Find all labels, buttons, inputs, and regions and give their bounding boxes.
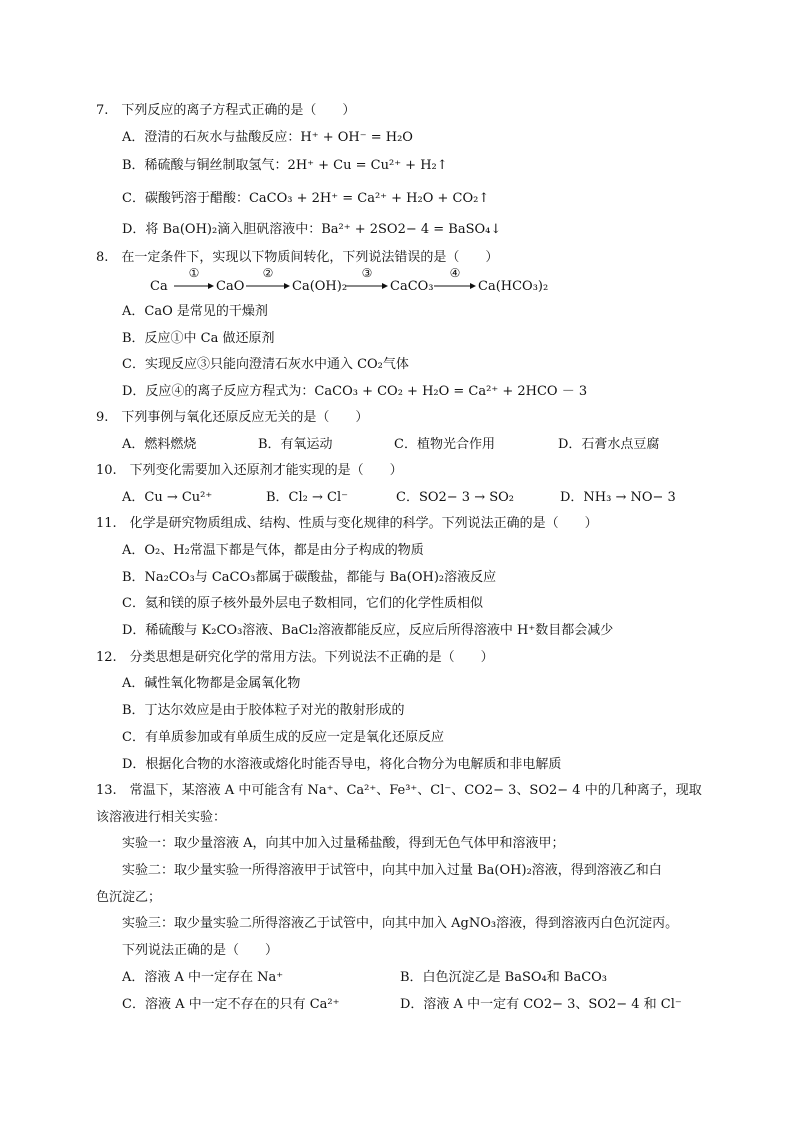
- arrow-icon: [346, 282, 388, 290]
- chain-arrow-2-label: ②: [262, 266, 274, 280]
- q7-option-c: C．碳酸钙溶于醋酸：CaCO₃ + 2H⁺ = Ca²⁺ + H₂O + CO₂↑: [122, 191, 490, 206]
- q13-stem-line1: 13. 常温下，某溶液 A 中可能含有 Na⁺、Ca²⁺、Fe³⁺、Cl⁻、CO2− 3、SO2− 4 中的几种离子，现取: [96, 783, 702, 798]
- q13-experiment-3: 实验三：取少量实验二所得溶液乙于试管中，向其中加入 AgNO₃溶液，得到溶液丙白色沉淀丙。: [122, 916, 679, 931]
- q13-option-d: D．溶液 A 中一定有 CO2− 3、SO2− 4 和 Cl⁻: [400, 997, 682, 1012]
- q8-option-d: D．反应④的离子反应方程式为：CaCO₃ + CO₂ + H₂O = Ca²⁺ + 2HCO － 3: [122, 384, 588, 399]
- q11-option-a: A．O₂、H₂常温下都是气体，都是由分子构成的物质: [122, 543, 424, 558]
- q10-stem: 10. 下列变化需要加入还原剂才能实现的是（ ）: [96, 463, 403, 478]
- q11-option-d: D．稀硫酸与 K₂CO₃溶液、BaCl₂溶液都能反应，反应后所得溶液中 H⁺数目都会减少: [122, 623, 614, 638]
- q9-stem: 9. 下列事例与氧化还原反应无关的是（ ）: [96, 410, 369, 425]
- arrow-icon: [174, 282, 214, 290]
- chain-species-ca: Ca: [150, 279, 168, 294]
- q8-option-c: C．实现反应③只能向澄清石灰水中通入 CO₂气体: [122, 357, 409, 372]
- chain-arrow-4: [434, 268, 476, 298]
- q9-option-c: C．植物光合作用: [394, 437, 495, 452]
- q12-option-a: A．碱性氧化物都是金属氧化物: [122, 676, 301, 691]
- chain-arrow-1-label: ①: [188, 266, 200, 280]
- chain-arrow-4-label: ④: [449, 266, 461, 280]
- q8-option-a: A．CaO 是常见的干燥剂: [122, 304, 268, 319]
- q11-option-b: B．Na₂CO₃与 CaCO₃都属于碳酸盐，都能与 Ba(OH)₂溶液反应: [122, 570, 497, 585]
- q7-option-a: A．澄清的石灰水与盐酸反应：H⁺ + OH⁻ = H₂O: [122, 130, 413, 145]
- q9-option-d: D．石膏水点豆腐: [558, 437, 660, 452]
- q13-experiment-2-line1: 实验二：取少量实验一所得溶液甲于试管中，向其中加入过量 Ba(OH)₂溶液，得到溶液乙和白: [122, 863, 662, 878]
- chain-arrow-3-label: ③: [361, 266, 373, 280]
- q11-stem: 11. 化学是研究物质组成、结构、性质与变化规律的科学。下列说法正确的是（ ）: [96, 516, 598, 531]
- q13-experiment-1: 实验一：取少量溶液 A，向其中加入过量稀盐酸，得到无色气体甲和溶液甲；: [122, 836, 565, 851]
- q7-option-b: B．稀硫酸与铜丝制取氢气：2H⁺ + Cu = Cu²⁺ + H₂↑: [122, 158, 448, 173]
- q12-stem: 12. 分类思想是研究化学的常用方法。下列说法不正确的是（ ）: [96, 650, 494, 665]
- q7-option-d: D．将 Ba(OH)₂滴入胆矾溶液中：Ba²⁺ + 2SO2− 4 = BaSO₄↓: [122, 222, 502, 237]
- q12-option-d: D．根据化合物的水溶液或熔化时能否导电，将化合物分为电解质和非电解质: [122, 757, 562, 772]
- q13-option-c: C．溶液 A 中一定不存在的只有 Ca²⁺: [122, 997, 340, 1012]
- arrow-icon: [246, 282, 290, 290]
- q11-option-c: C．氦和镁的原子核外最外层电子数相同，它们的化学性质相似: [122, 596, 483, 611]
- arrow-icon: [434, 282, 476, 290]
- q10-option-b: B．Cl₂ → Cl⁻: [266, 490, 348, 505]
- q13-experiment-2-line2: 色沉淀乙；: [96, 890, 162, 905]
- q8-stem: 8. 在一定条件下，实现以下物质间转化，下列说法错误的是（ ）: [96, 250, 499, 265]
- q8-option-b: B．反应①中 Ca 做还原剂: [122, 331, 275, 346]
- q13-stem-line2: 该溶液进行相关实验：: [96, 810, 227, 825]
- chain-species-cao: CaO: [216, 279, 245, 294]
- chain-species-cahco32: Ca(HCO₃)₂: [478, 279, 549, 294]
- q13-option-b: B．白色沉淀乙是 BaSO₄和 BaCO₃: [400, 970, 608, 985]
- q13-option-a: A．溶液 A 中一定存在 Na⁺: [122, 970, 284, 985]
- q13-question: 下列说法正确的是（ ）: [122, 943, 279, 958]
- q8-conversion-chain: [150, 268, 710, 298]
- q10-option-c: C．SO2− 3 → SO₂: [396, 490, 515, 505]
- q9-option-a: A．燃料燃烧: [122, 437, 197, 452]
- q9-option-b: B．有氧运动: [258, 437, 333, 452]
- q12-option-b: B．丁达尔效应是由于胶体粒子对光的散射形成的: [122, 703, 405, 718]
- q12-option-c: C．有单质参加或有单质生成的反应一定是氧化还原反应: [122, 730, 444, 745]
- chain-arrow-2: [246, 268, 290, 298]
- chain-arrow-1: [174, 268, 214, 298]
- q10-option-a: A．Cu → Cu²⁺: [122, 490, 213, 505]
- chain-arrow-3: [346, 268, 388, 298]
- chain-species-caoh2: Ca(OH)₂: [292, 279, 348, 294]
- chain-species-caco3: CaCO₃: [390, 279, 434, 294]
- q10-option-d: D．NH₃ → NO− 3: [560, 490, 676, 505]
- q7-stem: 7. 下列反应的离子方程式正确的是（ ）: [96, 103, 356, 118]
